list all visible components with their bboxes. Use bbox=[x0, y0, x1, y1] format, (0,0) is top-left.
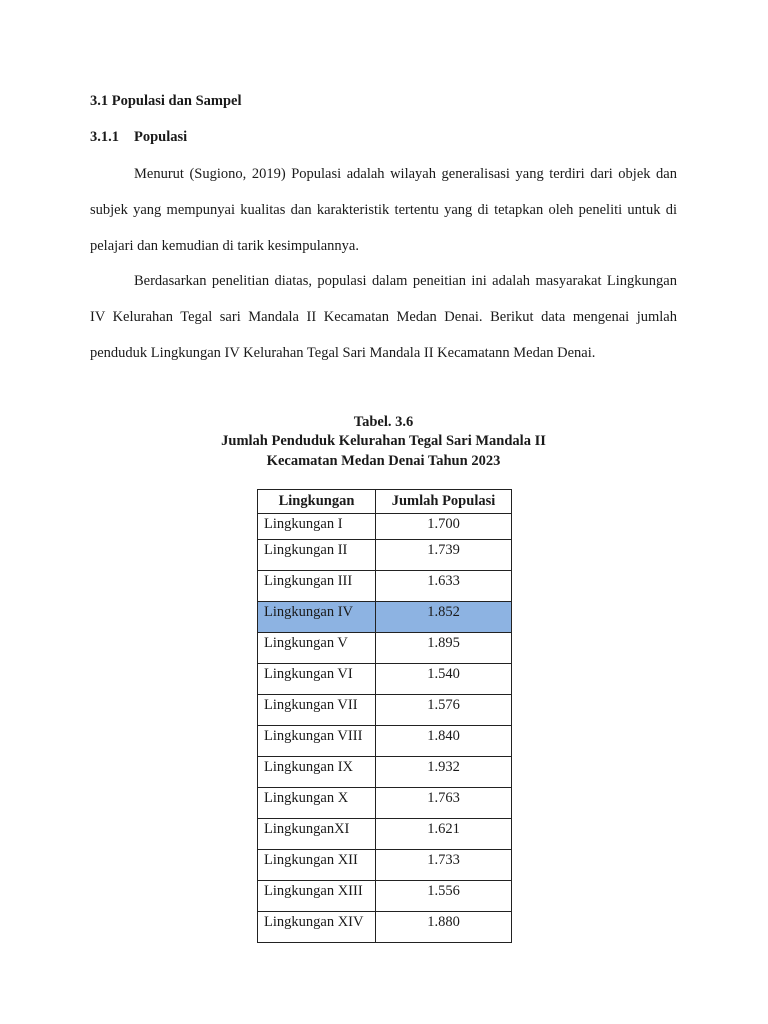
cell-lingkungan: Lingkungan X bbox=[258, 788, 376, 819]
table-row bbox=[258, 540, 512, 571]
cell-jumlah-populasi: 1.880 bbox=[376, 912, 512, 943]
cell-jumlah-populasi: 1.840 bbox=[376, 726, 512, 757]
paragraph-population-text: Berdasarkan penelitian diatas, populasi dalam peneitian ini adalah masyarakat Lingkungan IV Kelurahan Tegal sari Mandala II Kecamatan Medan Denai. Berikut data mengenai jumlah penduduk Lingkungan IV Kelurahan Tegal Sari Mandala II Kecamatann Medan Denai. bbox=[90, 273, 677, 361]
cell-lingkungan: Lingkungan VIII bbox=[258, 726, 376, 757]
table-row bbox=[258, 602, 512, 633]
population-table bbox=[257, 489, 512, 943]
cell-jumlah-populasi: 1.621 bbox=[376, 819, 512, 850]
cell-jumlah-populasi: 1.556 bbox=[376, 881, 512, 912]
subsection-number: 3.1.1 bbox=[90, 129, 119, 145]
cell-lingkungan: Lingkungan VI bbox=[258, 664, 376, 695]
cell-lingkungan: Lingkungan IV bbox=[258, 602, 376, 633]
cell-jumlah-populasi: 1.739 bbox=[376, 540, 512, 571]
table-body bbox=[258, 514, 512, 943]
table-row bbox=[258, 819, 512, 850]
cell-lingkungan: LingkunganXI bbox=[258, 819, 376, 850]
table-row bbox=[258, 912, 512, 943]
header-lingkungan: Lingkungan bbox=[258, 490, 376, 514]
cell-jumlah-populasi: 1.540 bbox=[376, 664, 512, 695]
table-caption-subtitle: Kecamatan Medan Denai Tahun 2023 bbox=[266, 453, 501, 469]
cell-lingkungan: Lingkungan I bbox=[258, 514, 376, 540]
table-caption-title: Jumlah Penduduk Kelurahan Tegal Sari Mandala II bbox=[221, 433, 546, 449]
cell-jumlah-populasi: 1.932 bbox=[376, 757, 512, 788]
paragraph-definition-text: Menurut (Sugiono, 2019) Populasi adalah wilayah generalisasi yang terdiri dari objek dan subjek yang mempunyai kualitas dan karakteristik tertentu yang di tetapkan oleh peneliti untuk di pelajari dan kemudian di tarik kesimpulannya. bbox=[90, 166, 677, 254]
section-heading: 3.1 Populasi dan Sampel bbox=[90, 93, 242, 109]
table-row bbox=[258, 757, 512, 788]
cell-jumlah-populasi: 1.763 bbox=[376, 788, 512, 819]
cell-lingkungan: Lingkungan XII bbox=[258, 850, 376, 881]
table-row bbox=[258, 664, 512, 695]
cell-jumlah-populasi: 1.895 bbox=[376, 633, 512, 664]
cell-jumlah-populasi: 1.633 bbox=[376, 571, 512, 602]
table-row bbox=[258, 726, 512, 757]
subsection-title: Populasi bbox=[134, 129, 188, 145]
table-caption-number: Tabel. 3.6 bbox=[353, 414, 414, 430]
table-row bbox=[258, 514, 512, 540]
cell-lingkungan: Lingkungan VII bbox=[258, 695, 376, 726]
subsection-heading bbox=[90, 129, 187, 146]
table-row bbox=[258, 633, 512, 664]
table-header-row bbox=[258, 490, 512, 514]
table-row bbox=[258, 788, 512, 819]
cell-jumlah-populasi: 1.733 bbox=[376, 850, 512, 881]
table-row bbox=[258, 881, 512, 912]
cell-lingkungan: Lingkungan II bbox=[258, 540, 376, 571]
paragraph-population bbox=[90, 263, 677, 371]
cell-lingkungan: Lingkungan XIII bbox=[258, 881, 376, 912]
cell-jumlah-populasi: 1.576 bbox=[376, 695, 512, 726]
cell-jumlah-populasi: 1.700 bbox=[376, 514, 512, 540]
header-jumlah-populasi: Jumlah Populasi bbox=[376, 490, 512, 514]
cell-lingkungan: Lingkungan V bbox=[258, 633, 376, 664]
cell-jumlah-populasi: 1.852 bbox=[376, 602, 512, 633]
table-row bbox=[258, 571, 512, 602]
cell-lingkungan: Lingkungan IX bbox=[258, 757, 376, 788]
paragraph-definition bbox=[90, 156, 677, 264]
table-row bbox=[258, 850, 512, 881]
table-row bbox=[258, 695, 512, 726]
cell-lingkungan: Lingkungan XIV bbox=[258, 912, 376, 943]
cell-lingkungan: Lingkungan III bbox=[258, 571, 376, 602]
